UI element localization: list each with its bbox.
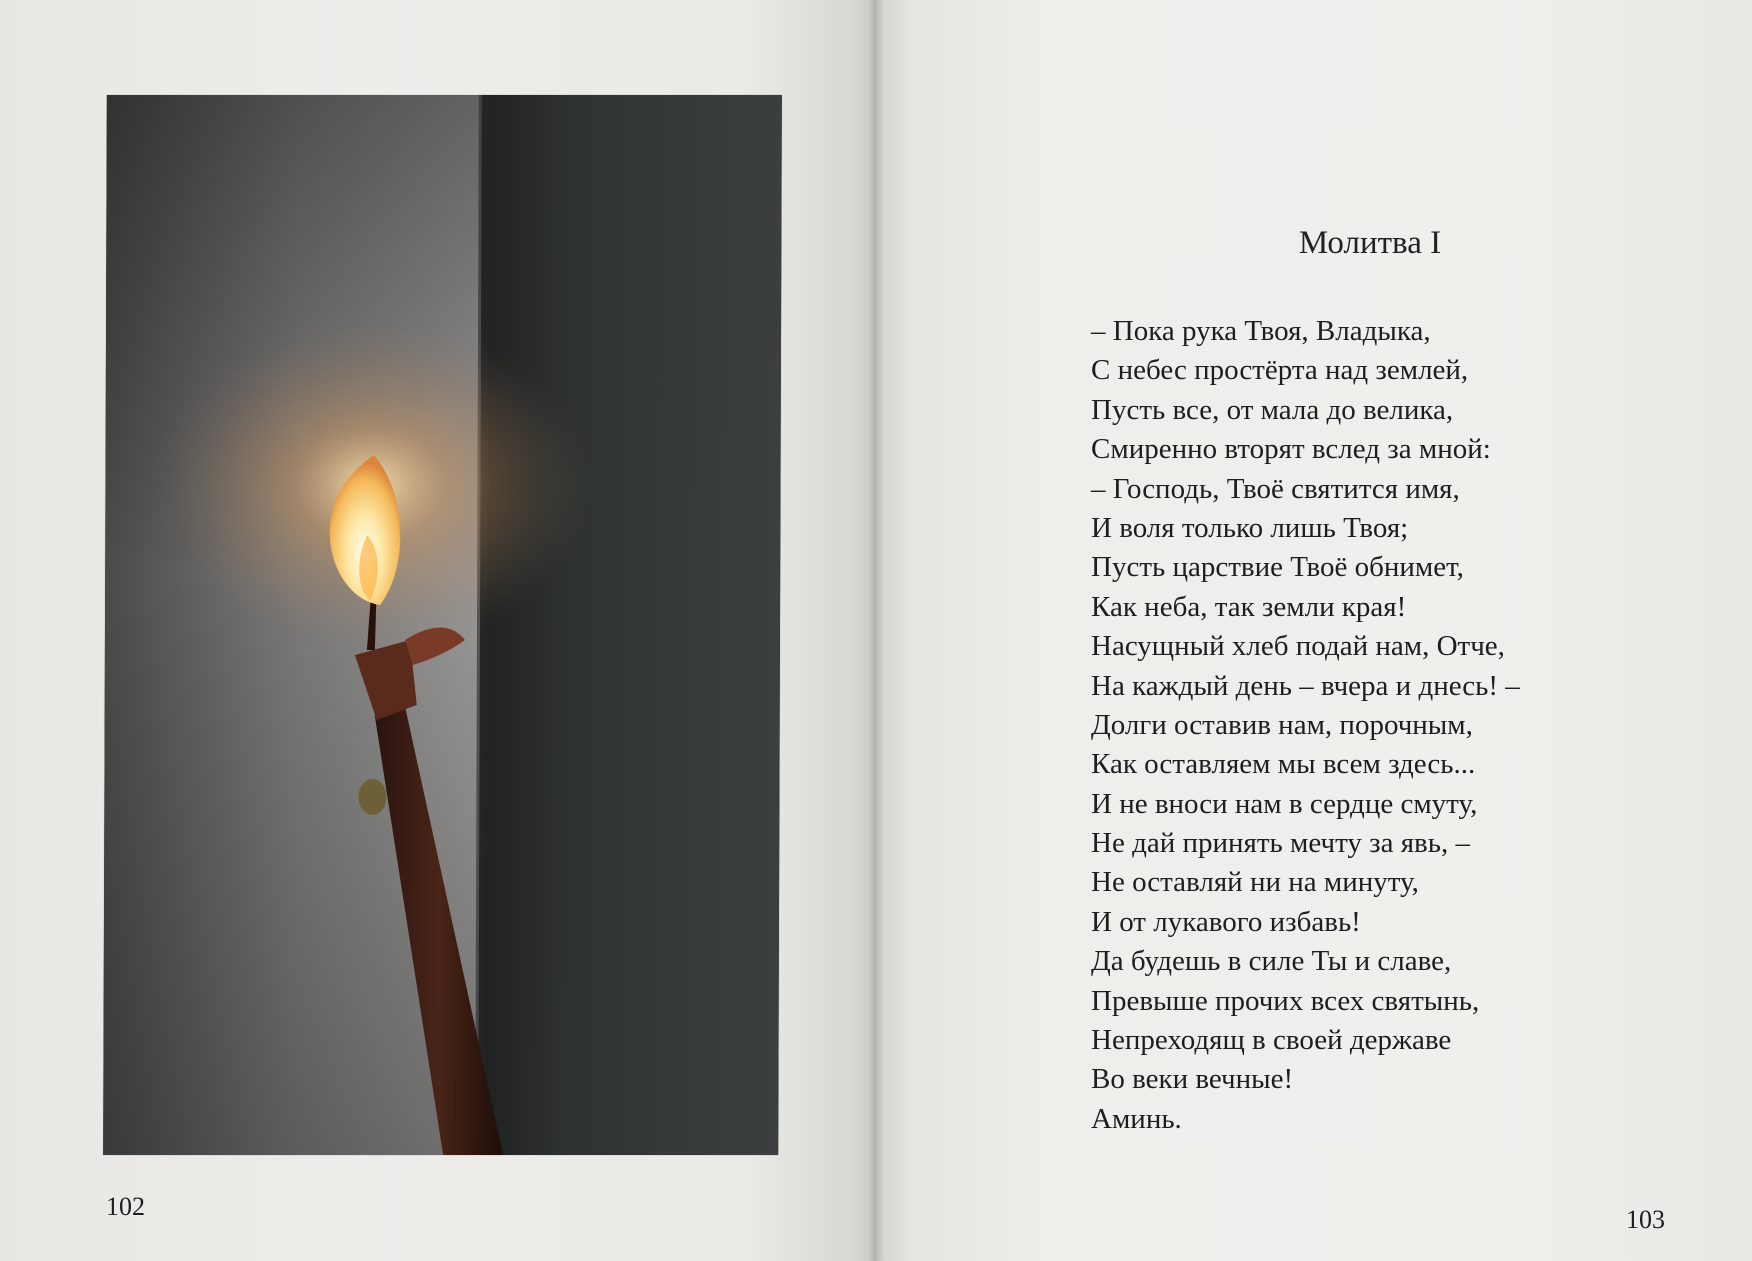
candle-photo — [103, 95, 782, 1155]
poem-line: Не оставляй ни на минуту, — [1091, 866, 1419, 899]
poem-line: – Господь, Твоё святится имя, — [1091, 472, 1460, 505]
page-number-left: 102 — [106, 1192, 145, 1221]
poem-line: Непреходящ в своей державе — [1091, 1024, 1452, 1057]
poem-line: – Пока рука Твоя, Владыка, — [1091, 315, 1431, 347]
poem-line: И воля только лишь Твоя; — [1091, 511, 1409, 544]
page-number-right: 103 — [1626, 1205, 1665, 1234]
poem-title: Молитва I — [1298, 225, 1442, 261]
poem-line: Да будешь в силе Ты и славе, — [1091, 945, 1452, 978]
poem-line: Превыше прочих всех святынь, — [1091, 984, 1480, 1017]
poem-line: Пусть царствие Твоё обнимет, — [1091, 551, 1464, 584]
poem-body — [1091, 312, 1651, 1139]
poem-line: Не дай принять мечту за явь, – — [1091, 827, 1470, 860]
candle-photo-illustration — [103, 95, 782, 1155]
book-gutter — [868, 0, 884, 1261]
poem-line: Как оставляем мы всем здесь... — [1091, 748, 1476, 781]
poem-line: Смиренно вторят вслед за мной: — [1091, 433, 1491, 466]
poem-line: С небес простёрта над землей, — [1091, 354, 1469, 387]
poem-line: И не вноси нам в сердце смуту, — [1091, 787, 1478, 820]
poem-line: Долги оставив нам, порочным, — [1091, 708, 1473, 741]
poem-line: Как неба, так земли края! — [1091, 590, 1407, 623]
poem-line: Во веки вечные! — [1091, 1063, 1294, 1096]
poem-line: Пусть все, от мала до велика, — [1091, 393, 1454, 426]
poem-line: Насущный хлеб подай нам, Отче, — [1091, 630, 1505, 663]
poem-line: И от лукавого избавь! — [1091, 905, 1361, 938]
poem-line: На каждый день – вчера и днесь! – — [1091, 669, 1520, 702]
poem-line: Аминь. — [1091, 1102, 1182, 1135]
